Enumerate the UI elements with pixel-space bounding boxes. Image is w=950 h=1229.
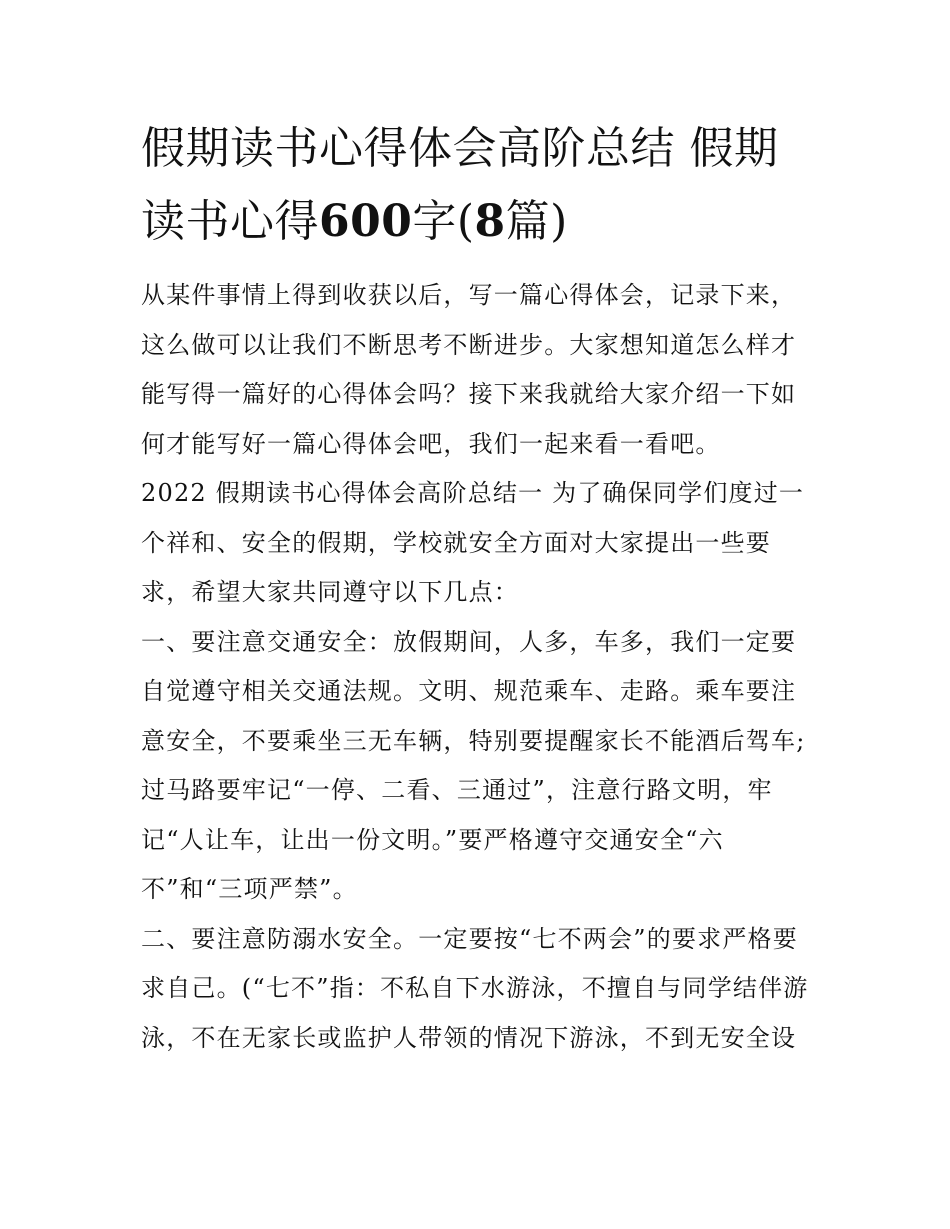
- document-content: [141, 112, 813, 1063]
- title-text-part1: 假期读书心得体会高阶总结 假期读书心得: [141, 123, 779, 247]
- title-text-part2: 字(: [412, 196, 475, 247]
- water-safety-paragraph: 二、要注意防溺水安全。一定要按“七不两会”的要求严格要求自己。(“七不”指：不私自下水游泳，不擅自与同学结伴游泳，不在无家长或监护人带领的情况下游泳，不到无安全设: [141, 924, 809, 1052]
- title-number-8: 8: [474, 196, 506, 247]
- traffic-safety-paragraph: 一、要注意交通安全：放假期间，人多，车多，我们一定要自觉遵守相关交通法规。文明、规范乘车、走路。乘车要注意安全，不要乘坐三无车辆，特别要提醒家长不能酒后驾车;过马路要牢记“一停、二看、三通过”，注意行路文明，牢记“人让车，让出一份文明。”要严格遵守交通安全“六不”和“三项严禁”。: [141, 627, 806, 903]
- title-text-part3: 篇): [505, 196, 568, 247]
- intro-paragraph: 从某件事情上得到收获以后，写一篇心得体会，记录下来，这么做可以让我们不断思考不断进步。大家想知道怎么样才能写得一篇好的心得体会吗？接下来我就给大家介绍一下如何才能写好一篇心得体会吧，我们一起来看一看吧。: [141, 281, 797, 458]
- section-intro-paragraph: 2022 假期读书心得体会高阶总结一 为了确保同学们度过一个祥和、安全的假期，学校就安全方面对大家提出一些要求，希望大家共同遵守以下几点：: [141, 479, 805, 606]
- document-body: [141, 271, 813, 1063]
- document-title: [141, 112, 813, 258]
- title-number-600: 600: [319, 196, 413, 247]
